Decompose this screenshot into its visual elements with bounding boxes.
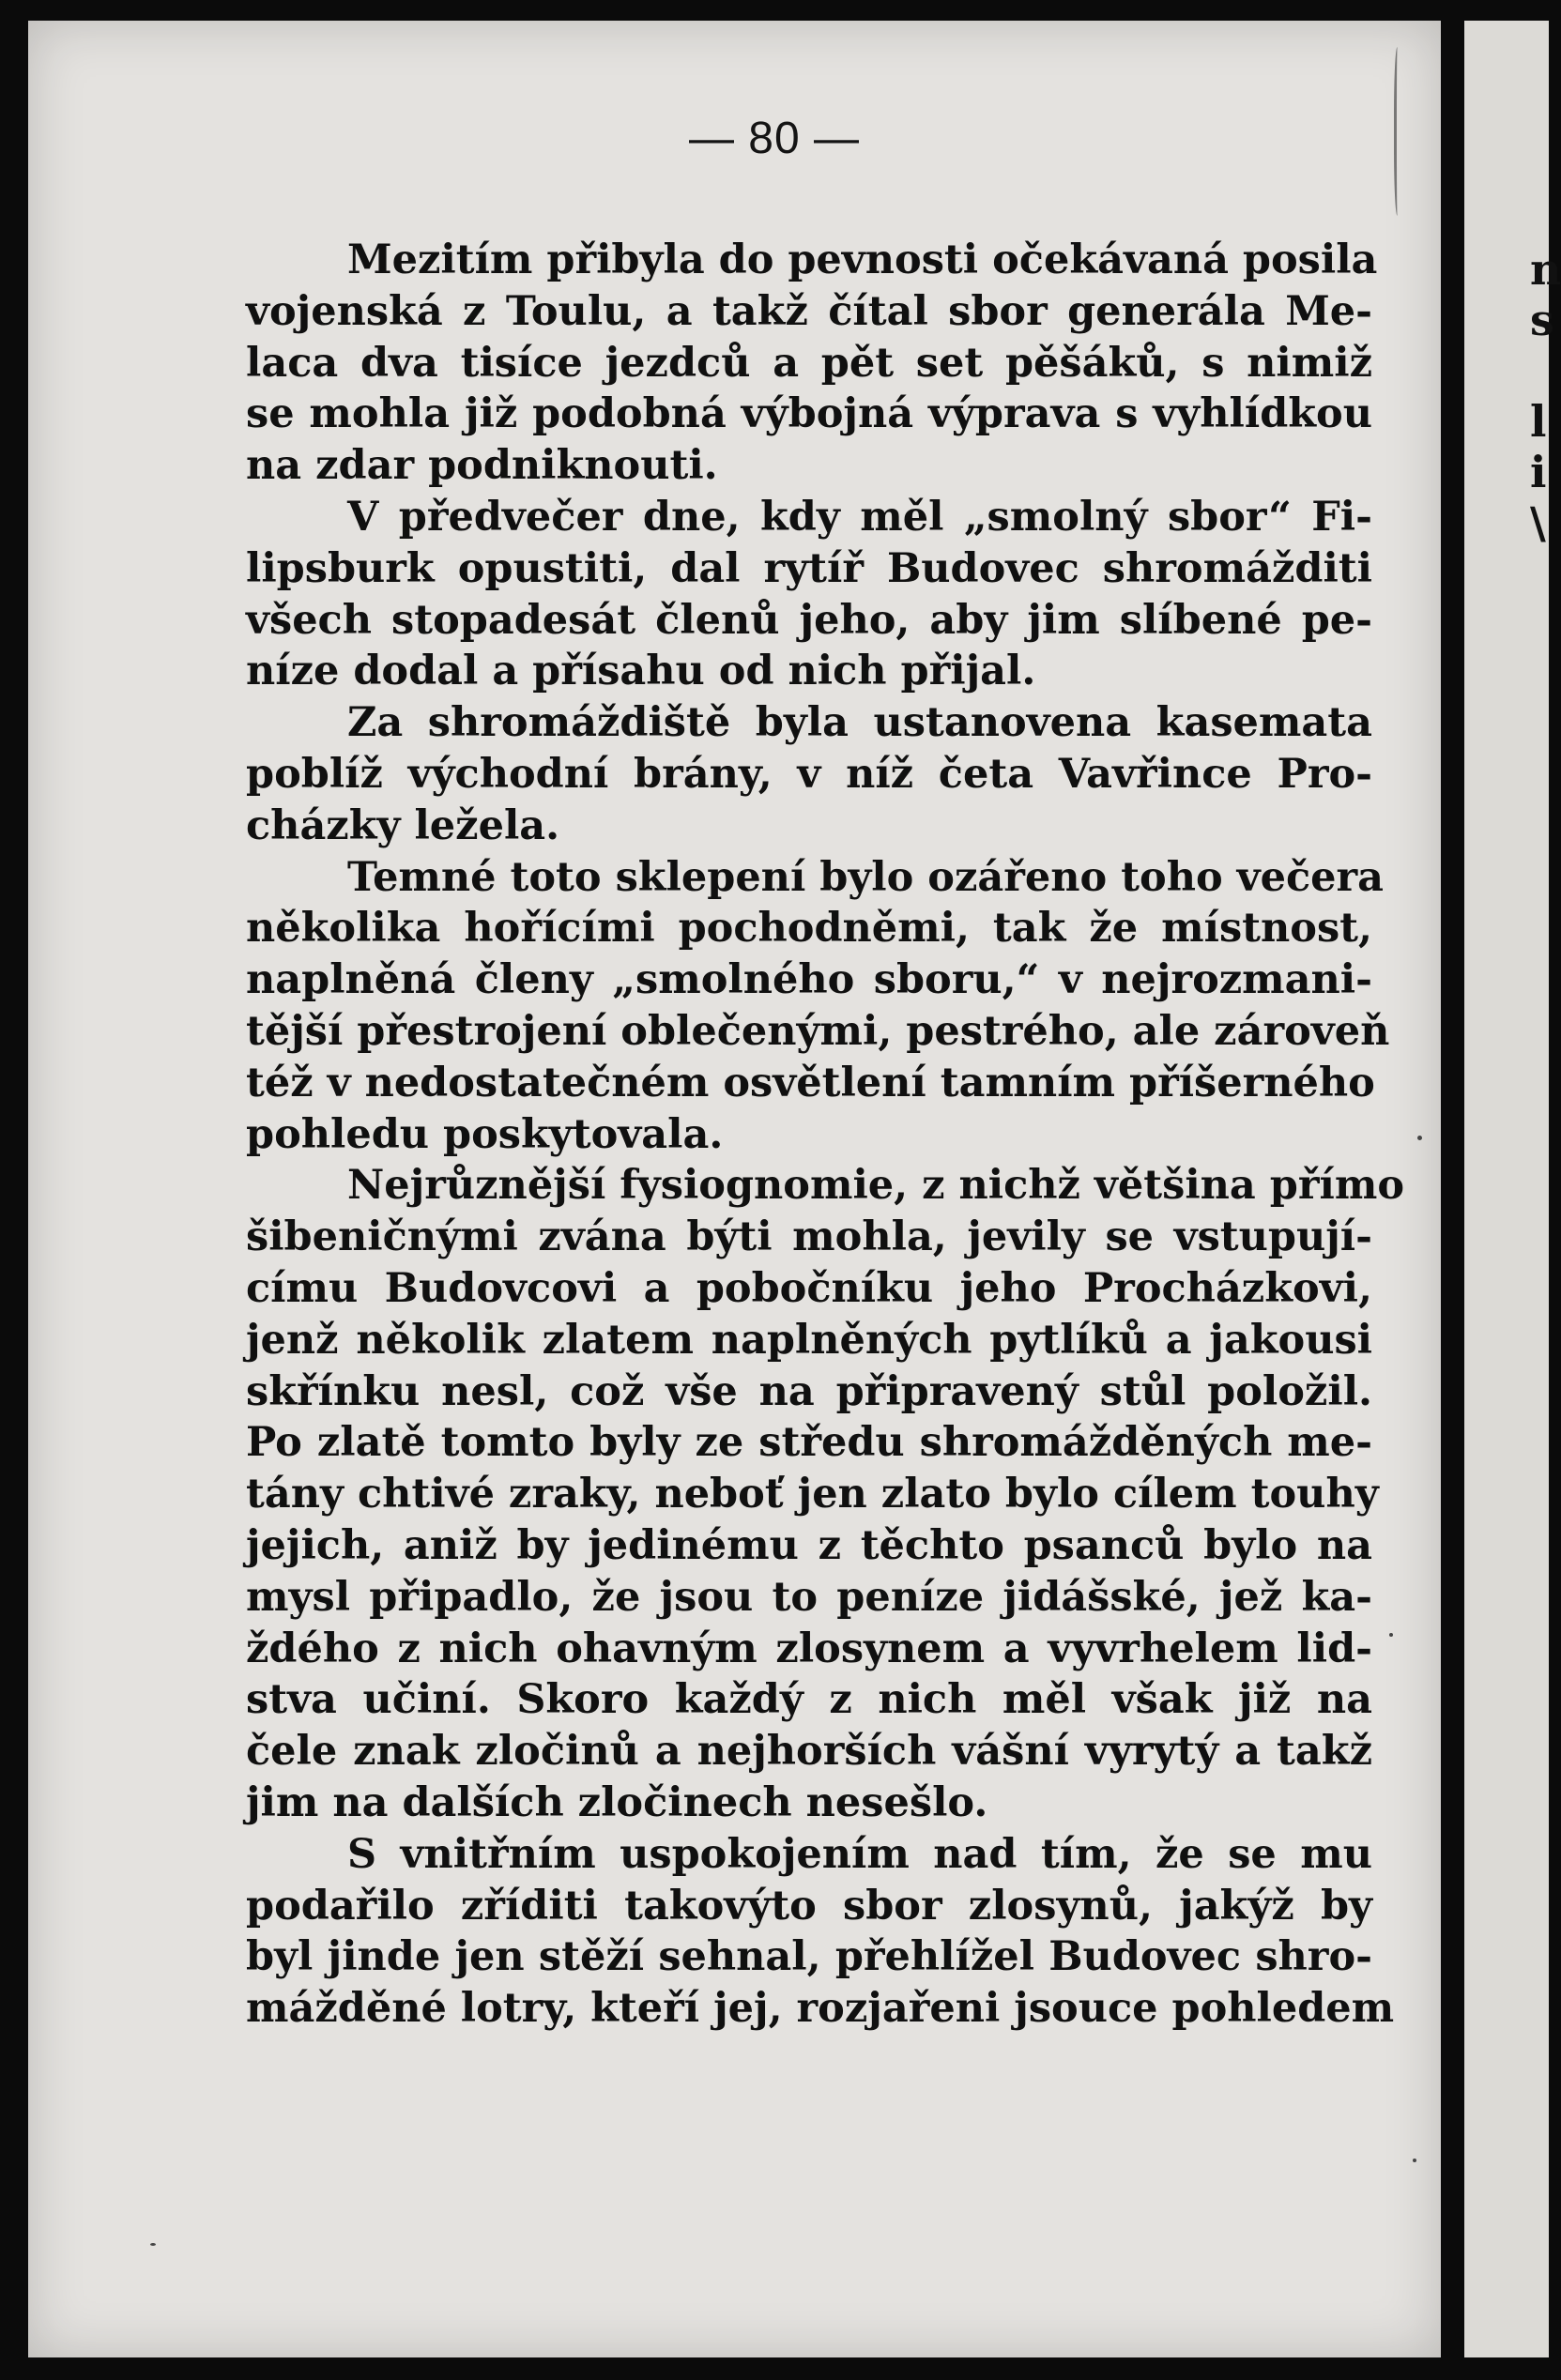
paragraph <box>246 697 1372 851</box>
text-line: stva učiní. Skoro každý z nich měl však již na <box>246 1676 1372 1724</box>
page-number: — 80 — <box>688 114 861 163</box>
adjacent-page-fragments <box>1530 244 1561 548</box>
text-line: šibeničnými zvána býti mohla, jevily se vstupují- <box>246 1213 1372 1261</box>
text-line: címu Budovcovi a pobočníku jeho Procházkovi, <box>246 1264 1372 1312</box>
text-line: několika hořícími pochodněmi, tak že místnost, <box>246 905 1372 953</box>
ink-speck <box>1389 1633 1393 1637</box>
text-line: Za shromáždiště byla ustanovena kasemata <box>347 699 1372 747</box>
ink-speck <box>1417 1136 1422 1140</box>
paragraph <box>246 1829 1395 2035</box>
text-line: skřínku nesl, což vše na připravený stůl položil. <box>246 1367 1372 1415</box>
adjacent-fragment: \ <box>1530 497 1546 548</box>
adjacent-fragment: l <box>1530 396 1547 447</box>
paragraph <box>246 235 1378 492</box>
text-line: na zdar podniknouti. <box>246 442 718 490</box>
text-line: cházky ležela. <box>246 801 560 849</box>
text-line: lipsburk opustiti, dal rytíř Budovec shromážditi <box>246 544 1372 592</box>
text-line: vojenská z Toulu, a takž čítal sbor generála Me- <box>246 287 1372 335</box>
text-line: všech stopadesát členů jeho, aby jim slíbené pe- <box>246 596 1372 644</box>
ink-speck <box>150 2243 156 2246</box>
text-line: poblíž východní brány, v níž četa Vavřince Pro- <box>246 750 1372 798</box>
text-line: níze dodal a přísahu od nich přijal. <box>246 648 1036 695</box>
text-line: Po zlatě tomto byly ze středu shromážděných me- <box>246 1419 1372 1467</box>
text-line: ždého z nich ohavným zlosynem a vyvrhelem lid- <box>246 1625 1372 1672</box>
body-text <box>246 235 1404 2035</box>
text-line: pohledu poskytovala. <box>246 1110 724 1158</box>
adjacent-fragment: n <box>1530 244 1561 295</box>
text-line: Nejrůznější fysiognomie, z nichž většina přímo <box>347 1162 1404 1210</box>
text-line: se mohla již podobná výbojná výprava s vyhlídkou <box>246 390 1372 438</box>
text-line: tější přestrojení oblečenými, pestrého, ale zároveň <box>246 1007 1390 1055</box>
text-line: S vnitřním uspokojením nad tím, že se mu <box>347 1830 1372 1878</box>
text-line: byl jinde jen stěží sehnal, přehlížel Budovec shro- <box>246 1933 1372 1981</box>
paragraph <box>246 1160 1404 1828</box>
adjacent-fragment: i <box>1530 447 1547 497</box>
adjacent-fragment <box>1530 345 1549 396</box>
text-line: Temné toto sklepení bylo ozářeno toho večera <box>347 853 1385 901</box>
text-line: jenž několik zlatem naplněných pytlíků a jakousi <box>246 1316 1372 1364</box>
text-line: mážděné lotry, kteří jej, rozjařeni jsouce pohledem <box>246 1985 1395 2033</box>
text-line: tány chtivé zraky, neboť jen zlato bylo cílem touhy <box>246 1471 1379 1518</box>
ink-speck <box>1413 2159 1416 2162</box>
text-line: V předvečer dne, kdy měl „smolný sbor“ Fi- <box>347 493 1372 541</box>
text-line: Mezitím přibyla do pevnosti očekávaná posila <box>347 236 1378 283</box>
text-line: též v nedostatečném osvětlení tamním příšerného <box>246 1059 1375 1106</box>
text-line: naplněná členy „smolného sboru,“ v nejrozmani- <box>246 956 1372 1004</box>
text-line: mysl připadlo, že jsou to peníze jidášské, jež ka- <box>246 1573 1372 1621</box>
text-line: podařilo zříditi takovýto sbor zlosynů, jakýž by <box>246 1882 1372 1930</box>
text-line: čele znak zločinů a nejhorších vášní vyrytý a takž <box>246 1728 1372 1776</box>
paragraph <box>246 852 1390 1161</box>
text-line: laca dva tisíce jezdců a pět set pěšáků, s nimiž <box>246 339 1372 387</box>
adjacent-fragment: s <box>1530 295 1554 345</box>
text-line: jim na dalších zločinech nesešlo. <box>246 1778 988 1826</box>
text-line: jejich, aniž by jedinému z těchto psanců bylo na <box>246 1521 1372 1569</box>
paragraph <box>246 492 1372 697</box>
